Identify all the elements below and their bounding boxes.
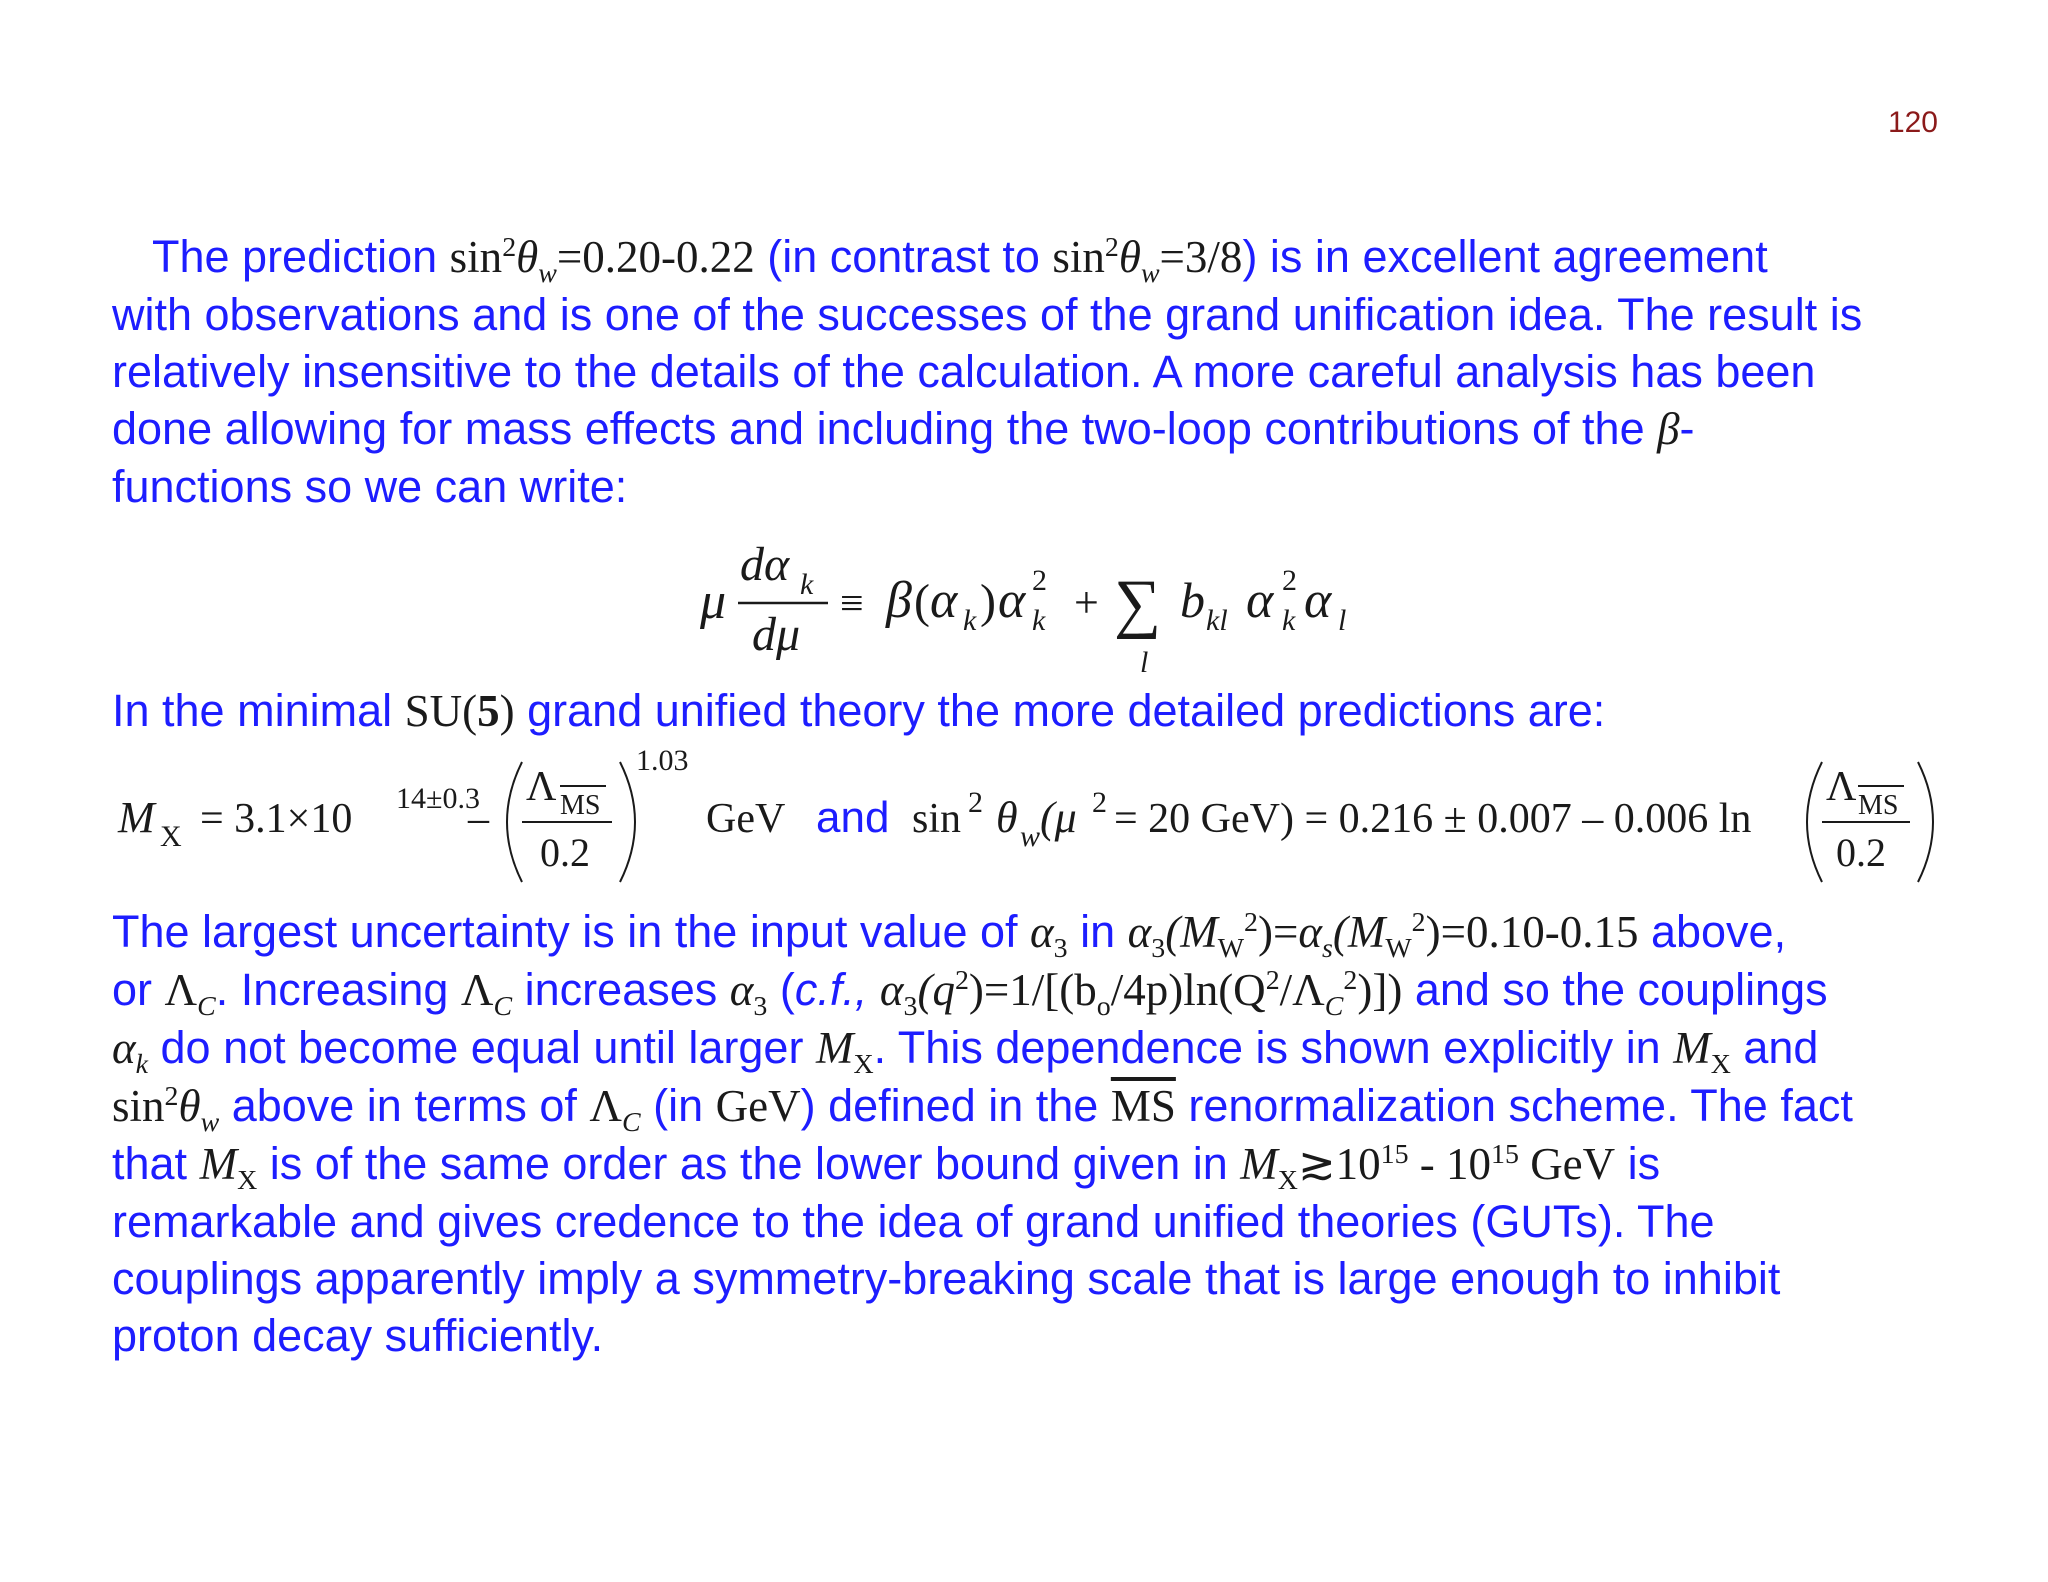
- eq2-den: 0.2: [1836, 830, 1886, 875]
- eq-sub-k: k: [963, 604, 977, 637]
- eq-sup-2: 2: [1032, 564, 1047, 597]
- eq2-den: 0.2: [540, 830, 590, 875]
- p3-line1: The largest uncertainty is in the input value of $\alpha_3$ in $\alpha_3(M_W^2)=\alpha_s(M_W^2)=0.10-0.15$ above,: [112, 906, 1787, 964]
- eq2-sin-exp: 2: [968, 786, 983, 819]
- eq2-and: and: [816, 793, 890, 842]
- p3-line7: couplings apparently imply a symmetry-breaking scale that is large enough to inhibit: [112, 1253, 1781, 1304]
- eq2-value: = 3.1×10: [200, 796, 353, 842]
- text: ) is in excellent agreement: [1242, 231, 1768, 282]
- p1-line4: done allowing for mass effects and including the two-loop contributions of the β-: [112, 403, 1695, 454]
- right-paren: [620, 762, 635, 882]
- p3-line3: $\alpha_k$ do not become equal until larger $M_X$. This dependence is shown explicitly in $M_X$ and: [112, 1022, 1819, 1080]
- eq-equiv: ≡: [840, 581, 864, 627]
- eq-dalpha: dα: [740, 538, 790, 591]
- left-paren: [507, 762, 522, 882]
- eq2-lambda: Λ: [1826, 764, 1857, 810]
- p3-line6: remarkable and gives credence to the idea of grand unified theories (GUTs). The: [112, 1196, 1715, 1247]
- paragraph-su5: In the minimal SU(5) grand unified theory the more detailed predictions are:: [112, 685, 1606, 736]
- math-sin: $\sin^2\theta_w=0.20-0.22$: [449, 232, 755, 289]
- eq-alpha: α: [930, 572, 958, 629]
- eq-sum-l: l: [1140, 646, 1149, 679]
- eq-dmu: dμ: [752, 608, 801, 661]
- math-su5: SU(5): [404, 686, 515, 736]
- p3-line2: or $\Lambda_C$. Increasing $\Lambda_C$ increases $\alpha_3$ (c.f., $\alpha_3(q^2)=1/[(b_o/4p)\ln(Q^2/\Lambda_C^2)]$) and so the couplings: [112, 964, 1828, 1022]
- eq-rparen: ): [980, 575, 996, 628]
- eq-alpha: α: [998, 572, 1026, 629]
- left-paren: [1807, 762, 1822, 882]
- eq2-ms: MS: [1858, 790, 1899, 821]
- eq2-sin: sin: [912, 796, 962, 842]
- p1-line3: relatively insensitive to the details of the calculation. A more careful analysis has been: [112, 346, 1816, 397]
- eq2-mu: (μ: [1040, 793, 1077, 842]
- eq-sub-kl: kl: [1206, 604, 1228, 637]
- eq2-w: w: [1020, 820, 1041, 853]
- p3-line8: proton decay sufficiently.: [112, 1310, 604, 1361]
- eq2-exp: 14±0.3: [396, 782, 480, 815]
- p1-line2: with observations and is one of the successes of the grand unification idea. The result is: [112, 289, 1863, 340]
- eq-beta: β: [886, 572, 912, 629]
- eq-sub-k: k: [800, 568, 814, 601]
- eq-plus: +: [1074, 578, 1099, 627]
- eq-sub-k: k: [1282, 604, 1296, 637]
- math-sin: $\sin^2\theta_w=3/8$: [1052, 232, 1243, 289]
- eq2-gev: GeV: [706, 796, 786, 842]
- eq2-rhs: = 20 GeV) = 0.216 ± 0.007 – 0.006 ln: [1114, 796, 1752, 842]
- p1-line1: [112, 228, 1962, 289]
- eq2-X: X: [160, 820, 182, 853]
- eq-sum: ∑: [1114, 567, 1162, 640]
- eq2-power: 1.03: [636, 744, 689, 777]
- text: The prediction: [152, 231, 450, 282]
- page-number: 120: [1887, 106, 1938, 139]
- eq-lparen: (: [914, 575, 930, 628]
- p3-line5: that $M_X$ is of the same order as the lower bound given in $M_X≳10^{15} - 10^{15}$ GeV is: [112, 1138, 1661, 1196]
- eq2-lambda: Λ: [526, 764, 557, 810]
- p3-line4: $\sin^2\theta_w$ above in terms of $\Lambda_C$ (in GeV) defined in the $\overline{MS}$ renormalization scheme. The fact: [112, 1080, 1853, 1138]
- eq-sub-k: k: [1032, 604, 1046, 637]
- eq-alpha: α: [1304, 572, 1332, 629]
- eq-sub-l: l: [1338, 604, 1347, 637]
- eq-alpha: α: [1246, 572, 1274, 629]
- eq2-ms: MS: [560, 790, 601, 821]
- eq2-minus: –: [468, 796, 489, 842]
- eq-mu: μ: [700, 573, 727, 630]
- eq-b: b: [1180, 572, 1205, 628]
- eq2-M: M: [118, 793, 155, 842]
- paragraph-prediction: [112, 228, 1962, 515]
- eq2-mu-exp: 2: [1092, 786, 1107, 819]
- p1-line5: functions so we can write:: [112, 461, 628, 512]
- right-paren: [1918, 762, 1933, 882]
- eq-sup-2: 2: [1282, 564, 1297, 597]
- text: (in contrast to: [754, 231, 1053, 282]
- paragraph-uncertainty: [112, 903, 1962, 1364]
- eq2-theta: θ: [996, 793, 1018, 842]
